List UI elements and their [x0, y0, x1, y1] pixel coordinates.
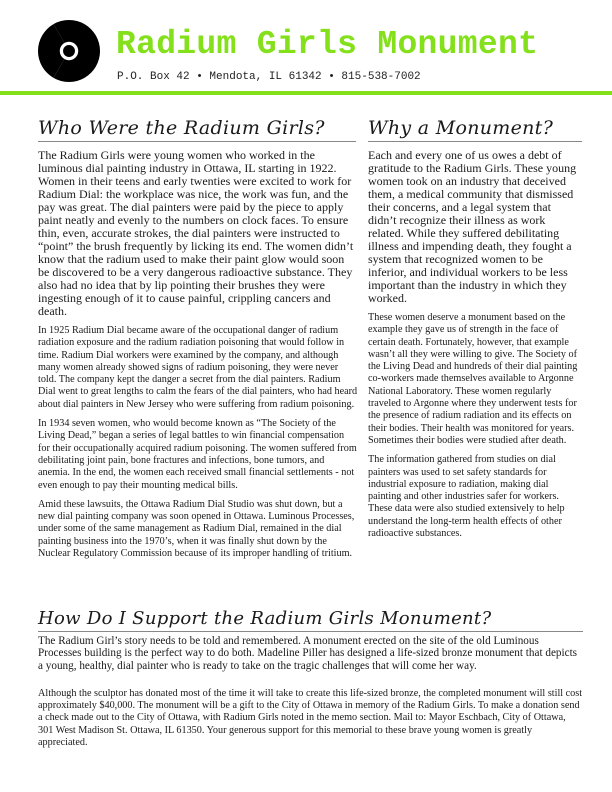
page-title: Radium Girls Monument	[116, 26, 539, 63]
right-column-text	[368, 149, 580, 547]
paragraph: These women deserve a monument based on the example they gave us of strength in the face of certain death. Fortunately, however, that example wasn’t all they were willing to give. The Society of the Living Dead and hundreds of their dial painting co-workers made themselves available to Argonne National Laboratory. These women regularly traveled to Argonne where they underwent tests for the presence of radium radiation and its effects on their bodies. Their health was monitored for years. Sometimes their bodies were studied after death.	[368, 312, 578, 446]
support-heading-underline	[38, 631, 583, 632]
paragraph: The Radium Girls were young women who worked in the luminous dial painting industry in Ottawa, IL starting in 1922. Women in their teens and early twenties were excited to work for Radium Dial: the workplace was nice, the work was fun, and the pay was great. The dial painters were paid by the piece to apply paint neatly and evenly to the numbers on clock faces. To ensure thin, even, accurate strokes, the dial painters were instructed to “point” the brush frequently by licking its end. The women didn’t know that the radium used to make their paint glow would soon be discovered to be a very dangerous radioactive substance. They also had no idea that by lip pointing their brushes they were ingesting enough of it to cause painful, crippling cancers and death.	[38, 148, 354, 318]
radiation-trefoil-icon	[36, 18, 102, 84]
left-column-heading: Who Were the Radium Girls?	[38, 117, 325, 139]
header-divider	[0, 91, 612, 95]
paragraph: Amid these lawsuits, the Ottawa Radium Dial Studio was shut down, but a new dial painting company was soon opened in Ottawa. Luminous Processes, under some of the same management as Radium Dial, remained in the dial painting business into the 1970’s, when it was finally shut down by the Nuclear Regulatory Commission because of its improper handling of tritium.	[38, 498, 355, 560]
support-section-text	[38, 635, 583, 749]
right-heading-underline	[368, 141, 582, 142]
paragraph: In 1925 Radium Dial became aware of the occupational danger of radium radiation exposure and the radium radiation poisoning that would follow in time. Radium Dial workers were examined by the company, and although many women already showed signs of radium poisoning, they were never told. The company kept the danger a secret from the dial painters. Radium Dial went to great lengths to calm the fears of the dial painters, who had heard about dial painters in New Jersey who were suffering from radium poisoning.	[38, 325, 358, 410]
paragraph: Although the sculptor has donated most of the time it will take to create this life-sized bronze, the completed monument will still cost approximately $40,000. The monument will be a gift to the City of Ottawa in memory of the Radium Girls. To make a donation send a check made out to the City of Ottawa, with Radium Girls noted in the memo section. Mail to: Mayor Eschbach, City of Ottawa, 301 West Madison St. Ottawa, IL 61350. Your generous support for this memorial to these brave young women is greatly appreciated.	[38, 687, 583, 749]
paragraph: Each and every one of us owes a debt of gratitude to the Radium Girls. These young women took on an industry that deceived them, a medical community that dismissed their concerns, and a legal system that didn’t recognize their illness as work related. While they suffered debilitating illness and impending death, they fought a system that recognized women to be inferior, and individual workers to be less important than the industry in which they worked.	[368, 148, 577, 305]
right-column-heading: Why a Monument?	[368, 117, 554, 139]
left-heading-underline	[38, 141, 356, 142]
support-section-heading: How Do I Support the Radium Girls Monument?	[38, 608, 492, 629]
paragraph: The Radium Girl’s story needs to be told and remembered. A monument erected on the site of the old Luminous Processes building is the perfect way to do both. Madeline Piller has designed a life-sized bronze monument that depicts a young, healthy, dial painter who is ready to take on the tragic challenges that will come her way.	[38, 635, 578, 672]
left-column-text	[38, 149, 358, 567]
paragraph: The information gathered from studies on dial painters was used to set safety standards for industrial exposure to radiation, making dial painting and other industries safer for workers. These data were also studied extensively to help understand the long-term health effects of other radioactive substances.	[368, 454, 565, 540]
paragraph: In 1934 seven women, who would become known as “The Society of the Living Dead,” began a series of legal battles to win financial compensation for their occupationally acquired radium poisoning. The women suffered from debilitating joint pain, bone fractures and infections, bone tumors, and anemia. In the end, the women each received small financial settlements - not even enough to pay their mounting medical bills.	[38, 418, 357, 491]
contact-info: P.O. Box 42 • Mendota, IL 61342 • 815-538-7002	[117, 71, 421, 83]
